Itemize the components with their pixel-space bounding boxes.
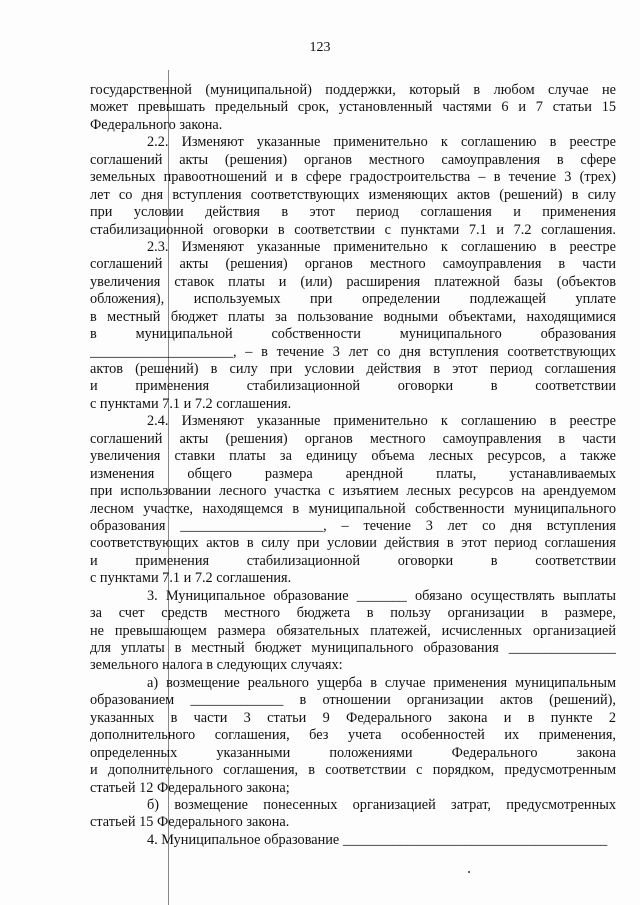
text-line: лет со дня вступления соответствующих изменяющих актов (решений) в силу (90, 186, 616, 203)
page-number: 123 (309, 40, 331, 55)
text-line: при использовании лесного участка с изъятием лесных ресурсов на арендуемом (90, 483, 616, 500)
text-line: и применения стабилизационной оговорки в соответствии (90, 378, 616, 395)
text-line: дополнительного соглашения, без учета особенностей их применения, (90, 727, 616, 744)
scan-speck (468, 871, 470, 873)
text-line: Федерального закона. (90, 116, 223, 133)
text-line: лесном участке, находящемся в муниципальной собственности муниципального (90, 500, 616, 517)
text-line: земельного налога в следующих случаях: (90, 657, 343, 674)
text-line: в местный бюджет платы за пользование водными объектами, находящимися (90, 308, 616, 325)
text-line: соглашений акты (решения) органов местного самоуправления в части (90, 430, 616, 447)
document-body (90, 82, 616, 849)
text-line: соглашений акты (решения) органов местного самоуправления в части (90, 256, 616, 273)
text-line: 2.2. Изменяют указанные применительно к соглашению в реестре (147, 134, 616, 151)
text-line: образования ____________________, – течение 3 лет со дня вступления (90, 517, 616, 534)
text-line: соответствующих актов в силу при условии действия в этот период соглашения (90, 535, 616, 552)
text-line: не превышающем размера обязательных платежей, исчисленных организацией (90, 622, 616, 639)
text-line: статьей 15 Федерального закона. (90, 814, 290, 831)
text-line: земельных правоотношений и в сфере градостроительства – в течение 3 (трех) (90, 169, 616, 186)
text-line: б) возмещение понесенных организацией затрат, предусмотренных (147, 796, 616, 813)
text-line: увеличения ставки платы за единицу объема лесных ресурсов, а также (90, 448, 616, 465)
text-line: статьей 12 Федерального закона; (90, 779, 290, 796)
text-line: образованием _____________ в отношении организации актов (решений), (90, 692, 616, 709)
text-line: изменения общего размера арендной платы, устанавливаемых (90, 465, 616, 482)
text-line: обложения), используемых при определении подлежащей уплате (90, 291, 616, 308)
text-line: при условии действия в этот период соглашения и применения (90, 204, 616, 221)
text-line: 3. Муниципальное образование _______ обязано осуществлять выплаты (147, 587, 616, 604)
text-line: с пунктами 7.1 и 7.2 соглашения. (90, 395, 292, 412)
text-line: государственной (муниципальной) поддержки, который в любом случае не (90, 82, 616, 98)
text-line: ____________________, – в течение 3 лет со дня вступления соответствующих (90, 343, 616, 360)
text-line: и применения стабилизационной оговорки в соответствии (90, 552, 616, 569)
text-line: и дополнительного соглашения, в соответствии с порядком, предусмотренным (90, 762, 616, 779)
text-line: а) возмещение реального ущерба в случае применения муниципальным (147, 674, 616, 691)
text-line: 4. Муниципальное образование _____________________________________ (147, 831, 608, 848)
text-line: с пунктами 7.1 и 7.2 соглашения. (90, 570, 292, 587)
text-line: стабилизационной оговорки в соответствии с пунктами 7.1 и 7.2 соглашения. (90, 221, 616, 238)
text-line: может превышать предельный срок, установленный частями 6 и 7 статьи 15 (90, 99, 616, 116)
text-line: за счет средств местного бюджета в пользу организации в размере, (90, 605, 616, 622)
text-line: увеличения ставок платы и (или) расширения платежной базы (объектов (90, 273, 616, 290)
text-line: 2.4. Изменяют указанные применительно к соглашению в реестре (147, 413, 616, 430)
text-line: 2.3. Изменяют указанные применительно к соглашению в реестре (147, 238, 616, 255)
text-line: для уплаты в местный бюджет муниципального образования _______________ (90, 640, 616, 656)
text-line: указанных в части 3 статьи 9 Федерального закона и в пункте 2 (90, 709, 616, 726)
text-line: определенных указанными положениями Федерального закона (90, 744, 616, 761)
text-line: в муниципальной собственности муниципального образования (90, 326, 616, 343)
text-line: соглашений акты (решения) органов местного самоуправления в сфере (90, 151, 616, 168)
text-line: актов (решений) в силу при условии действия в этот период соглашения (90, 361, 616, 377)
